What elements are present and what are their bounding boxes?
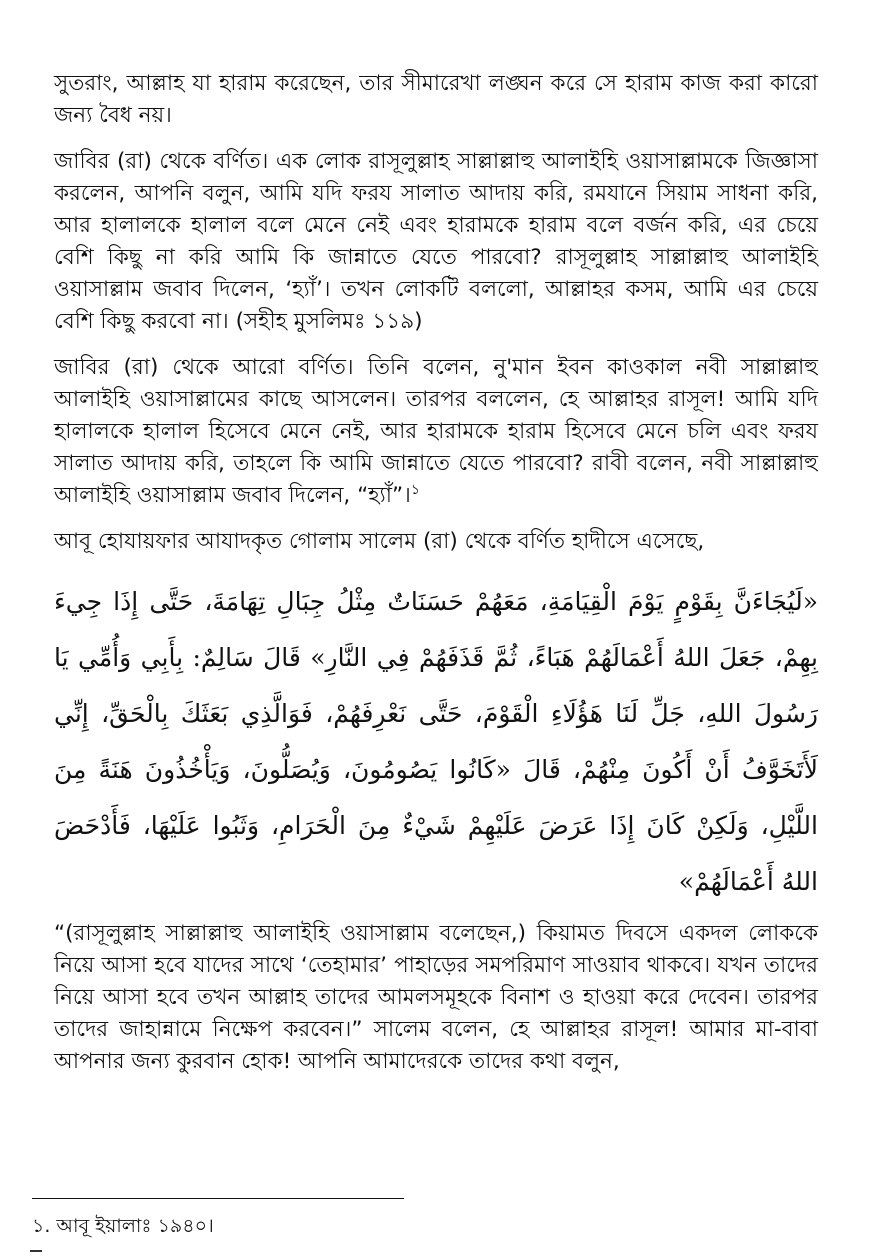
paragraph-forbidden-limits: সুতরাং, আল্লাহ যা হারাম করেছেন, তার সীমারেখা লঙ্ঘন করে সে হারাম কাজ করা কারো জন্য বৈধ নয়। <box>54 71 818 128</box>
paragraph-jabir-numan-hadith <box>54 352 818 512</box>
paragraph-jabir-numan-text: জাবির (রা) থেকে আরো বর্ণিত। তিনি বলেন, নু'মান ইবন কাওকাল নবী সাল্লাল্লাহু আলাইহি ওয়াসাল্লামের কাছে আসলেন। তারপর বললেন, হে আল্লাহর রাসূল! আমি যদি হালালকে হালাল হিসেবে মেনে নেই, আর হারামকে হারাম হিসেবে মেনে চলি এবং ফরয সালাত আদায় করি, তাহলে কি আমি জান্নাতে যেতে পারবো? রাবী বলেন, নবী সাল্লাল্লাহু আলাইহি ওয়াসাল্লাম জবাব দিলেন, “হ্যাঁ”। <box>54 355 818 508</box>
footnote-marker: ১ <box>410 481 420 498</box>
paragraph-jabir-hadith: জাবির (রা) থেকে বর্ণিত। এক লোক রাসূলুল্লাহ সাল্লাল্লাহু আলাইহি ওয়াসাল্লামকে জিজ্ঞাসা করলেন, আপনি বলুন, আমি যদি ফরয সালাত আদায় করি, রমযানে সিয়াম সাধনা করি, আর হালালকে হালাল বলে মেনে নেই এবং হারামকে হারাম বলে বর্জন করি, এর চেয়ে বেশি কিছু না করি আমি কি জান্নাতে যেতে পারবো? রাসূলুল্লাহ সাল্লাল্লাহু আলাইহি ওয়াসাল্লাম জবাব দিলেন, ‘হ্যাঁ’। তখন লোকটি বললো, আল্লাহর কসম, আমি এর চেয়ে বেশি কিছু করবো না। (সহীহ মুসলিমঃ ১১৯) <box>54 149 818 334</box>
paragraph-salem-intro: আবূ হোযায়ফার আযাদকৃত গোলাম সালেম (রা) থেকে বর্ণিত হাদীসে এসেছে, <box>54 529 705 554</box>
footnote-text: ১. আবূ ইয়ালাঃ ১৯৪০। <box>32 1215 214 1237</box>
arabic-hadith-text: «لَيُجَاءَنَّ بِقَوْمٍ يَوْمَ الْقِيَامَةِ، مَعَهُمْ حَسَنَاتٌ مِثْلُ جِبَالِ تِهَامَةَ، حَتَّى إِذَا جِيءَ بِهِمْ، جَعَلَ اللهُ أَعْمَالَهُمْ هَبَاءً، ثُمَّ قَذَفَهُمْ فِي النَّارِ» قَالَ سَالِمٌ: بِأَبِي وَأُمِّي يَا رَسُولَ اللهِ، جَلِّ لَنَا هَؤُلَاءِ الْقَوْمَ، حَتَّى نَعْرِفَهُمْ، فَوَالَّذِي بَعَثَكَ بِالْحَقِّ، إِنِّي لَأَتَخَوَّفُ أَنْ أَكُونَ مِنْهُمْ، قَالَ «كَانُوا يَصُومُونَ، وَيُصَلُّونَ، وَيَأْخُذُونَ هَنَةً مِنَ اللَّيْلِ، وَلَكِنْ كَانَ إِذَا عَرَضَ عَلَيْهِمْ شَيْءٌ مِنَ الْحَرَامِ، وَثَبُوا عَلَيْهَا، فَأَدْحَضَ اللهُ أَعْمَالَهُمْ» <box>54 587 818 896</box>
page-content <box>54 68 818 1092</box>
paragraph-bengali-translation: “(রাসূলুল্লাহ সাল্লাল্লাহু আলাইহি ওয়াসাল্লাম বলেছেন,) কিয়ামত দিবসে একদল লোককে নিয়ে আসা হবে যাদের সাথে ‘তেহামার’ পাহাড়ের সমপরিমাণ সাওয়াব থাকবে। যখন তাদের নিয়ে আসা হবে তখন আল্লাহ তাদের আমলসমূহকে বিনাশ ও হাওয়া করে দেবেন। তারপর তাদের জাহান্নামে নিক্ষেপ করবেন।” সালেম বলেন, হে আল্লাহর রাসূল! আমার মা-বাবা আপনার জন্য কুরবান হোক! আপনি আমাদেরকে তাদের কথা বলুন, <box>54 921 818 1074</box>
footnote-divider <box>32 1198 404 1199</box>
bottom-edge-mark <box>30 1250 42 1258</box>
